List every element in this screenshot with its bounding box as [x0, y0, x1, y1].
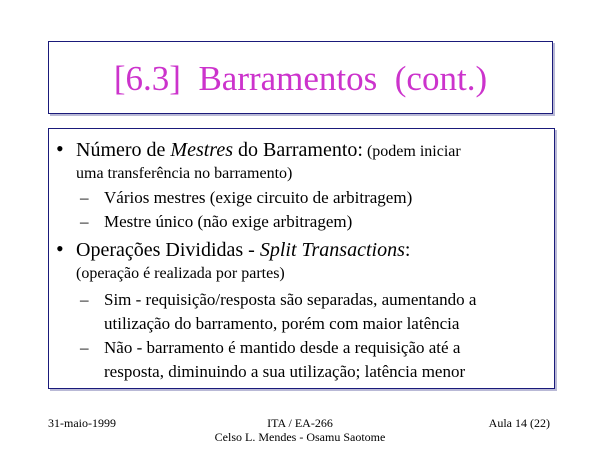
subitem-text: Não - barramento é mantido desde a requisição até a	[104, 338, 461, 357]
subitem-marker: –	[80, 338, 89, 357]
bullet-text-post: :	[404, 239, 411, 261]
subitem-text-continued: resposta, diminuindo a sua utilização; latência menor	[104, 362, 466, 381]
bullet-marker: •	[56, 236, 64, 261]
bullet-note: (operação é realizada por partes)	[76, 265, 285, 282]
footer-course: ITA / EA-266	[267, 416, 333, 430]
subitem-text: Mestre único (não exige arbitragem)	[104, 212, 353, 231]
bullet-heading-1	[76, 138, 461, 162]
subitem-marker: –	[80, 290, 89, 309]
subitem-text: Vários mestres (exige circuito de arbitragem)	[104, 188, 413, 207]
slide-title: [6.3] Barramentos (cont.)	[113, 59, 488, 98]
content-box	[48, 128, 555, 389]
subitem-marker: –	[80, 212, 89, 231]
bullet-text-pre: Número de	[76, 139, 171, 161]
bullet-text-italic: Split Transactions	[259, 239, 405, 261]
subitem-marker: –	[80, 188, 89, 207]
subitem-text-continued: utilização do barramento, porém com maior latência	[104, 314, 460, 333]
bullet-text-pre: Operações Divididas -	[76, 239, 260, 261]
bullet-heading-2	[76, 238, 410, 262]
footer-date: 31-maio-1999	[48, 416, 116, 430]
bullet-text-post: do Barramento:	[233, 139, 363, 161]
footer-authors: Celso L. Mendes - Osamu Saotome	[214, 430, 386, 444]
bullet-note-continued: uma transferência no barramento)	[76, 165, 293, 182]
title-box	[48, 41, 553, 114]
bullet-text-italic: Mestres	[170, 139, 233, 161]
subitem-text: Sim - requisição/resposta são separadas, aumentando a	[104, 290, 477, 309]
bullet-marker: •	[56, 136, 64, 161]
bullet-note: (podem iniciar	[362, 143, 461, 160]
footer-page: Aula 14 (22)	[488, 416, 550, 430]
